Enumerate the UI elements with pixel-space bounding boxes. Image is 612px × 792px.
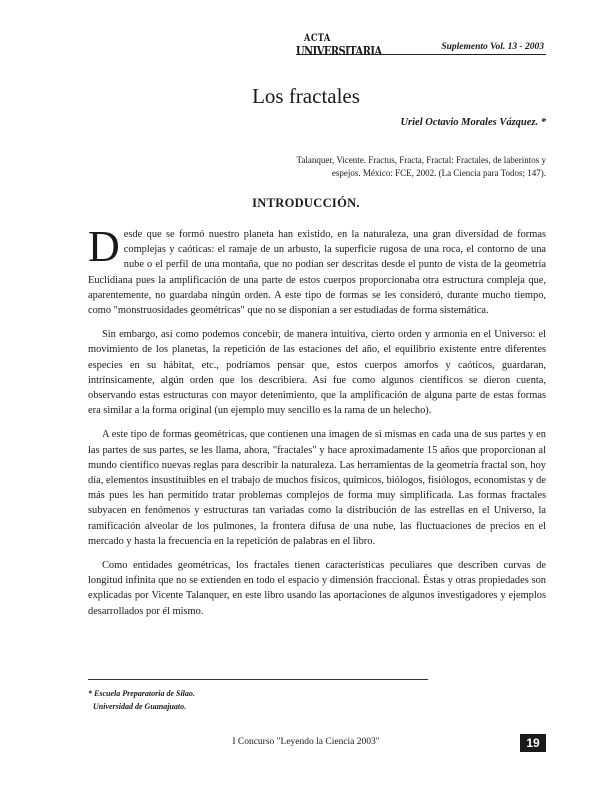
journal-logo	[296, 33, 382, 64]
header-divider	[296, 54, 546, 55]
logo-line-2: UNIVERSITARIA	[296, 44, 382, 58]
paragraph-3: A este tipo de formas geométricas, que contienen una imagen de sí mismas en cada una de sus partes y en las partes de sus partes, se les llama, ahora, "fractales" y hace aproximadamente 15 años que proporcionan al mundo científico nuevas reglas para describir la naturaleza. Las herramientas de la geometría fractal son, hoy día, elementos insustituibles en el trabajo de muchos físicos, químicos, biólogos, fisiólogos, economistas y de más pues les han permitido tratar problemas complejos de forma muy simplificada. Las formas fractales subyacen en fenómenos y estructuras tan variadas como la distribución de las estrellas en el Universo, la ramificación alveolar de los pulmones, la frontera difusa de una nube, las fluctuaciones de precios en el mercado y hasta la frecuencia en la repetición de palabras en el libro.	[88, 429, 546, 547]
article-author	[400, 117, 546, 128]
page-number: 19	[520, 734, 546, 752]
article-title: Los fractales	[252, 84, 360, 108]
footnote-line-2: Universidad de Guanajuato.	[93, 702, 187, 711]
reference-line-2: espejos. México: FCE, 2002. (La Ciencia para Todos; 147).	[331, 168, 546, 178]
author-name: Uriel Octavio Morales Vázquez.	[400, 117, 539, 128]
reference-line-1: Talanquer, Vicente. Fractus, Fracta, Fractal: Fractales, de laberintos y	[296, 155, 546, 165]
supplement-label: Suplemento Vol. 13 - 2003	[441, 42, 544, 52]
paragraph-2: Sin embargo, así como podemos concebir, de manera intuitiva, cierto orden y armonía en el Universo: el movimiento de los planetas, la repetición de las estaciones del año, el equilibrio existente entre diferentes especies en su hábitat, etc., podríamos pensar que, estos cuerpos amorfos y caóticos, guardaran, intrínsicamente, algún orden que los describiera. Así fue como algunos científicos se dieron cuenta, observando estas estructuras con mayor detenimiento, que la amplificación de alguna parte de estas formas era similar a la forma original (un ejemplo muy sencillo es la rama de un helecho).	[88, 329, 546, 417]
section-heading: INTRODUCCIÓN.	[252, 196, 360, 210]
paragraph-4: Como entidades geométricas, los fractales tienen características peculiares que describen curvas de longitud infinita que no se extienden en todo el espacio y dimensión fraccional. Éstas y otras propiedades son explicadas por Vicente Talanquer, en este libro usando las aportaciones de algunos investigadores y ejemplos desarrollados por él mismo.	[88, 560, 546, 617]
paragraph-1-text: esde que se formó nuestro planeta han existido, en la naturaleza, una gran diversidad de formas complejas y caóticas: el ramaje de un arbusto, la superficie rugosa de una roca, el contorno de una nube o el perfil de una montaña, que no podían ser descritas desde el punto de vista de la geometría Euclidiana pues la amplificación de una parte de estos cuerpos proporcionaba otra estructura compleja que, aparentemente, no guardaba ningún orden. A este tipo de formas se les consideró, durante mucho tiempo, como "monstruosidades geométricas" que no se disponían a ser estudiadas de forma sistemática.	[88, 229, 546, 317]
footnote-line-1: * Escuela Preparatoria de Silao.	[88, 689, 195, 698]
contest-footer: I Concurso "Leyendo la Ciencia 2003"	[232, 737, 380, 747]
author-footnote-mark: *	[538, 117, 546, 128]
article-body	[88, 222, 546, 628]
paragraph-1	[88, 222, 546, 318]
drop-cap: D	[88, 222, 120, 271]
book-reference	[284, 154, 546, 180]
logo-line-1: ACTA	[304, 33, 331, 44]
footnote	[88, 687, 195, 713]
footnote-divider	[88, 679, 428, 680]
